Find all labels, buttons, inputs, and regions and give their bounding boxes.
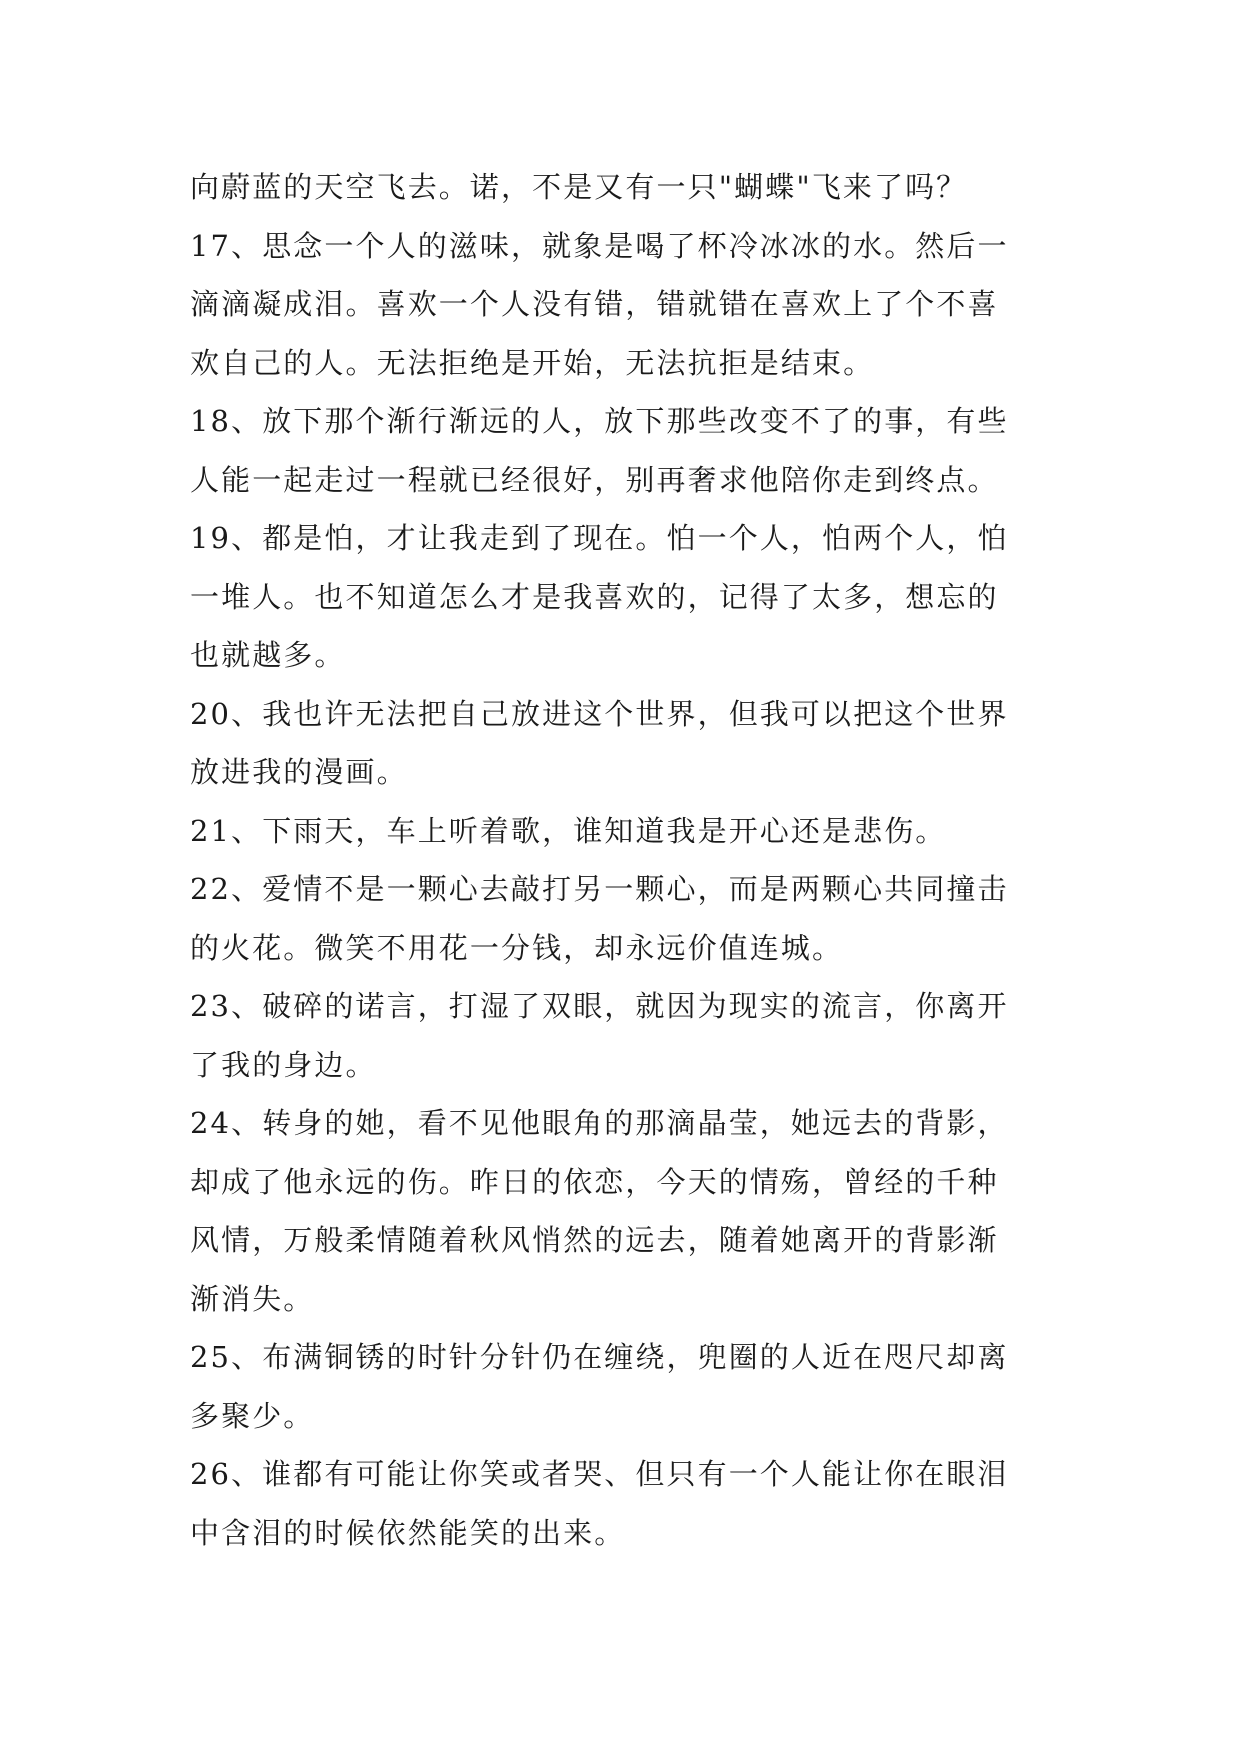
text-line: 放进我的漫画。 [190, 755, 408, 789]
text-line: 向蔚蓝的天空飞去。诺，不是又有一只"蝴蝶"飞来了吗？ [190, 170, 968, 204]
document-body [190, 158, 1070, 1562]
text-line: 的火花。微笑不用花一分钱，却永远价值连城。 [190, 930, 844, 965]
text-line: 了我的身边。 [190, 1047, 377, 1082]
text-line: 21、下雨天，车上听着歌，谁知道我是开心还是悲伤。 [190, 813, 947, 848]
text-line: 17、思念一个人的滋味，就象是喝了杯冷冰冰的水。然后一 [190, 228, 1009, 263]
text-line: 也就越多。 [190, 638, 346, 672]
text-line: 23、破碎的诺言，打湿了双眼，就因为现实的流言，你离开 [190, 989, 1009, 1023]
text-line: 一堆人。也不知道怎么才是我喜欢的，记得了太多，想忘的 [190, 579, 999, 614]
text-line: 22、爱情不是一颗心去敲打另一颗心，而是两颗心共同撞击 [190, 872, 1009, 906]
text-line: 多聚少。 [190, 1398, 315, 1433]
text-line: 26、谁都有可能让你笑或者哭、但只有一个人能让你在眼泪 [190, 1457, 1009, 1491]
text-line: 滴滴凝成泪。喜欢一个人没有错，错就错在喜欢上了个不喜 [190, 287, 999, 321]
text-line: 19、都是怕，才让我走到了现在。怕一个人，怕两个人，怕 [190, 521, 1009, 555]
text-line: 中含泪的时候依然能笑的出来。 [190, 1515, 626, 1550]
text-line: 18、放下那个渐行渐远的人，放下那些改变不了的事，有些 [190, 404, 1009, 438]
text-line: 25、布满铜锈的时针分针仍在缠绕，兜圈的人近在咫尺却离 [190, 1340, 1009, 1374]
text-line: 渐消失。 [190, 1281, 315, 1316]
text-line: 风情，万般柔情随着秋风悄然的远去，随着她离开的背影渐 [190, 1223, 999, 1257]
text-line: 人能一起走过一程就已经很好，别再奢求他陪你走到终点。 [190, 462, 999, 497]
text-line: 20、我也许无法把自己放进这个世界，但我可以把这个世界 [190, 696, 1009, 731]
text-line: 却成了他永远的伤。昨日的依恋，今天的情殇，曾经的千种 [190, 1164, 999, 1199]
text-line: 欢自己的人。无法拒绝是开始，无法抗拒是结束。 [190, 345, 875, 380]
text-line: 24、转身的她，看不见他眼角的那滴晶莹，她远去的背影， [190, 1106, 1009, 1140]
